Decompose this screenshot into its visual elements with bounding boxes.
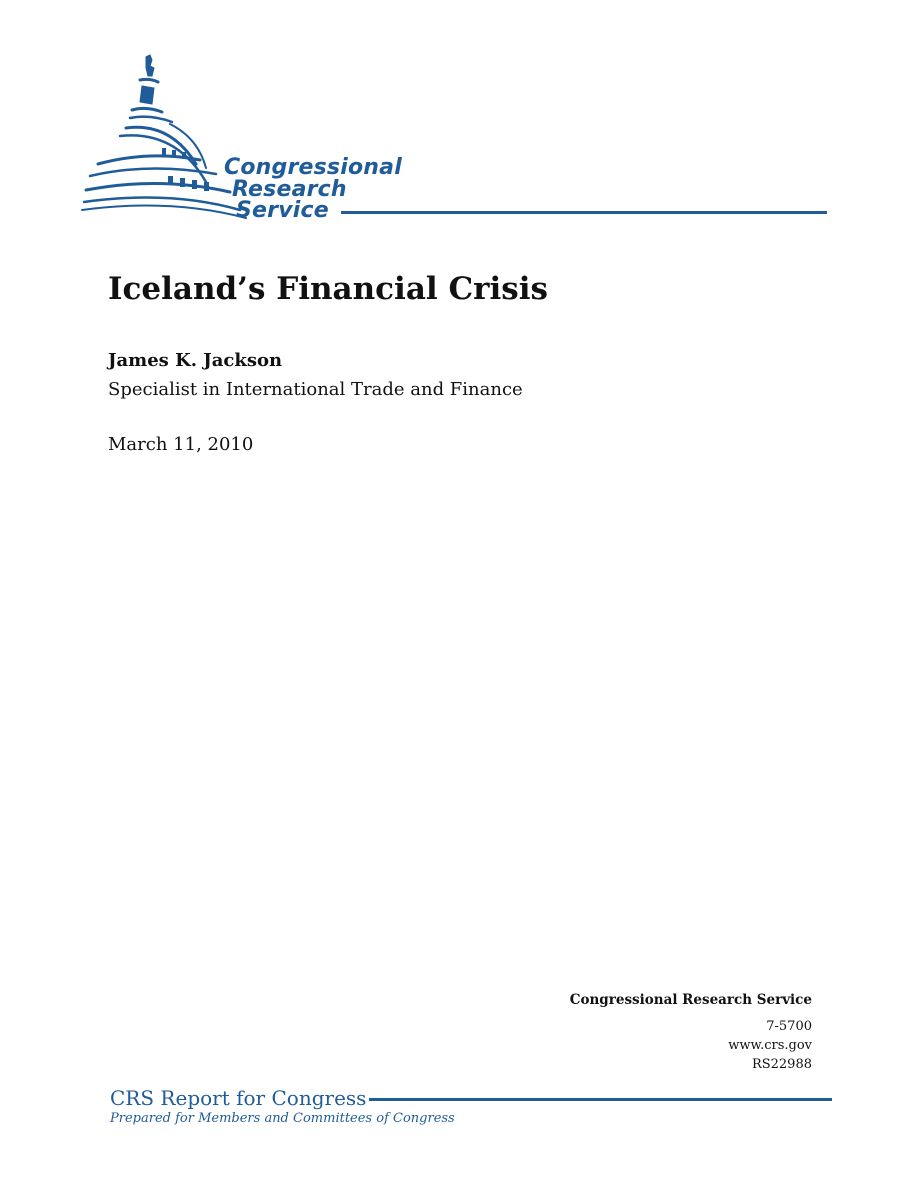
report-date: March 11, 2010 — [108, 434, 254, 455]
footer-title: CRS Report for Congress — [110, 1086, 369, 1110]
logo-word-research: Research — [232, 177, 347, 202]
logo-word-service: Service — [236, 198, 329, 223]
author-title: Specialist in International Trade and Finance — [108, 379, 523, 400]
org-name: Congressional Research Service — [569, 992, 812, 1008]
logo-rule — [341, 211, 827, 214]
crs-logo — [80, 52, 840, 227]
footer-rule — [355, 1098, 832, 1101]
author-name: James K. Jackson — [108, 350, 283, 371]
report-number: RS22988 — [751, 1057, 812, 1072]
footer-subtitle: Prepared for Members and Committees of Congress — [110, 1111, 455, 1126]
org-info — [570, 991, 812, 1074]
org-phone: 7-5700 — [766, 1019, 812, 1034]
logo-word-congressional: Congressional — [224, 155, 402, 180]
document-title: Iceland’s Financial Crisis — [108, 271, 548, 307]
capitol-dome-icon — [80, 52, 250, 227]
org-website[interactable]: www.crs.gov — [728, 1038, 812, 1053]
